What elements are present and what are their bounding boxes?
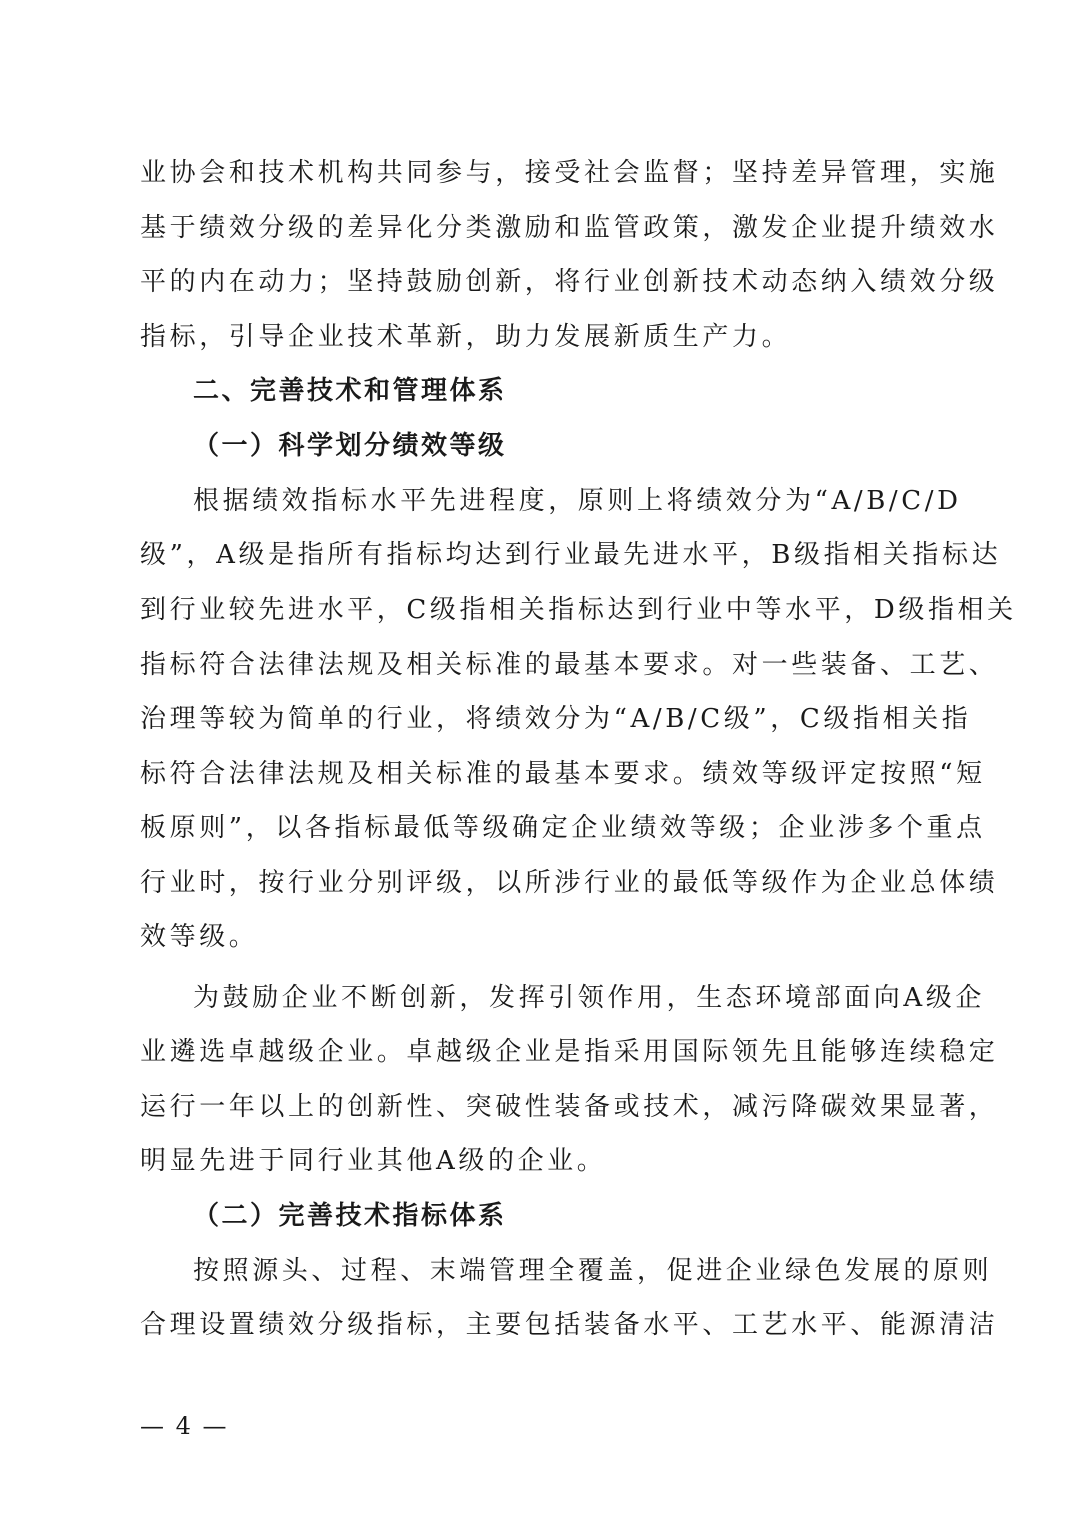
text-line: 基于绩效分级的差异化分类激励和监管政策，激发企业提升绩效水	[140, 213, 999, 243]
text-line: 标符合法律法规及相关标准的最基本要求。绩效等级评定按照“短	[140, 759, 986, 789]
text-line: 治理等较为简单的行业，将绩效分为“A/B/C级”，C级指相关指	[140, 704, 972, 734]
text-line: 根据绩效指标水平先进程度，原则上将绩效分为“A/B/C/D	[193, 486, 962, 516]
text-line: 到行业较先进水平，C级指相关指标达到行业中等水平，D级指相关	[140, 595, 1017, 625]
page-number: — 4 —	[140, 1412, 229, 1440]
text-line: 合理设置绩效分级指标，主要包括装备水平、工艺水平、能源清洁	[140, 1310, 999, 1340]
text-line: 指标，引导企业技术革新，助力发展新质生产力。	[140, 322, 792, 352]
text-line: 板原则”，以各指标最低等级确定企业绩效等级；企业涉多个重点	[140, 813, 986, 843]
text-line: 为鼓励企业不断创新，发挥引领作用，生态环境部面向A级企	[193, 983, 985, 1013]
subsection-title: （一）科学划分绩效等级	[193, 431, 507, 461]
text-line: 效等级。	[140, 922, 259, 952]
section-heading: 二、完善技术和管理体系	[193, 376, 507, 406]
text-line: 明显先进于同行业其他A级的企业。	[140, 1146, 607, 1176]
text-line: 业遴选卓越级企业。卓越级企业是指采用国际领先且能够连续稳定	[140, 1037, 999, 1067]
text-line: 指标符合法律法规及相关标准的最基本要求。对一些装备、工艺、	[140, 650, 999, 680]
text-line: 业协会和技术机构共同参与，接受社会监督；坚持差异管理，实施	[140, 158, 999, 188]
text-line: 行业时，按行业分别评级，以所涉行业的最低等级作为企业总体绩	[140, 868, 999, 898]
text-line: 运行一年以上的创新性、突破性装备或技术，减污降碳效果显著，	[140, 1092, 999, 1122]
text-line: 按照源头、过程、末端管理全覆盖，促进企业绿色发展的原则	[193, 1256, 993, 1286]
text-line: 级”，A级是指所有指标均达到行业最先进水平，B级指相关指标达	[140, 540, 1002, 570]
subsection-title: （二）完善技术指标体系	[193, 1201, 507, 1231]
text-line: 平的内在动力；坚持鼓励创新，将行业创新技术动态纳入绩效分级	[140, 267, 999, 297]
